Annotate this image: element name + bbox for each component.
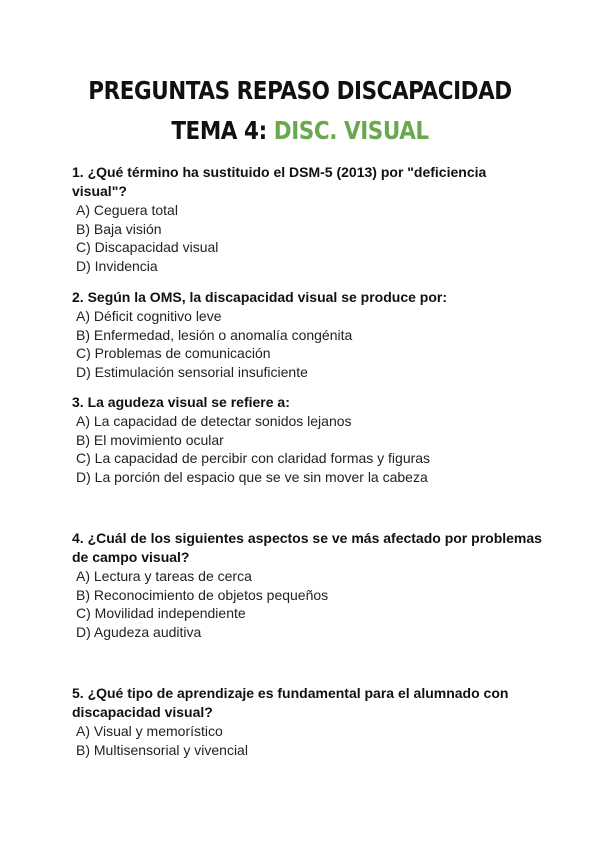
option-c: C) Problemas de comunicación: [76, 345, 271, 362]
option-a: A) Déficit cognitivo leve: [76, 308, 222, 324]
option-c: C) Discapacidad visual: [76, 239, 219, 256]
page-title: PREGUNTAS REPASO DISCAPACIDAD: [88, 76, 512, 105]
question-text: 3. La agudeza visual se refiere a:: [72, 394, 290, 410]
option-a: A) Visual y memorístico: [76, 723, 223, 739]
question-text: 2. Según la OMS, la discapacidad visual se produce por:: [72, 289, 447, 305]
option-d: D) Agudeza auditiva: [76, 624, 202, 641]
option-a: A) La capacidad de detectar sonidos lejanos: [76, 413, 352, 429]
page-subtitle: [42, 116, 558, 145]
question-text: 5. ¿Qué tipo de aprendizaje es fundamental para el alumnado con discapacidad visual?: [72, 685, 509, 720]
question-1: [72, 163, 542, 276]
option-b: B) Baja visión: [76, 220, 162, 237]
subtitle-prefix: TEMA 4:: [171, 116, 274, 145]
question-text: 1. ¿Qué término ha sustituido el DSM-5 (2013) por "deficiencia visual"?: [72, 164, 487, 199]
option-d: D) Estimulación sensorial insuficiente: [76, 364, 308, 381]
option-a: A) Ceguera total: [76, 202, 178, 218]
option-b: B) Reconocimiento de objetos pequeños: [76, 586, 329, 603]
question-5: [72, 684, 542, 759]
option-a: A) Lectura y tareas de cerca: [76, 568, 252, 584]
option-d: D) La porción del espacio que se ve sin mover la cabeza: [76, 469, 428, 486]
option-b: B) El movimiento ocular: [76, 431, 224, 448]
question-text: 4. ¿Cuál de los siguientes aspectos se ve más afectado por problemas de campo visual?: [72, 530, 542, 565]
question-3: [72, 393, 542, 487]
question-2: [72, 288, 542, 382]
question-4: [72, 529, 542, 642]
option-b: B) Multisensorial y vivencial: [76, 741, 248, 758]
option-c: C) Movilidad independiente: [76, 605, 246, 622]
subtitle-highlight: DISC. VISUAL: [273, 116, 429, 145]
option-c: C) La capacidad de percibir con claridad formas y figuras: [76, 450, 431, 467]
option-d: D) Invidencia: [76, 258, 158, 275]
option-b: B) Enfermedad, lesión o anomalía congénita: [76, 326, 353, 343]
